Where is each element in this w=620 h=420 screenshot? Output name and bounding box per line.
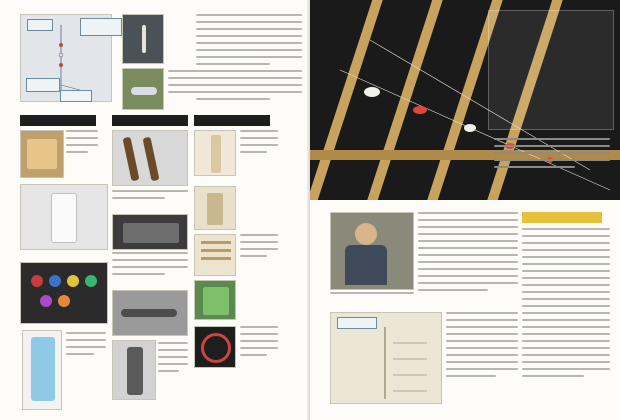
hero-photo-floats	[310, 0, 620, 200]
left-body-text	[196, 14, 302, 114]
caption-tubing-bundle	[240, 326, 278, 386]
photo-craftsman	[330, 212, 414, 290]
diagram-callout-box	[80, 18, 122, 36]
photo-sanding-block	[112, 214, 188, 250]
photo-green-packages	[194, 280, 236, 320]
photo-drill-stand	[112, 340, 156, 400]
caption-sanding-block	[112, 252, 188, 286]
photo-paint-bottles	[20, 262, 108, 324]
caption-drill-stand	[158, 342, 188, 392]
photo-tubing-bundle	[194, 326, 236, 368]
section-header-balanced-float	[522, 212, 602, 223]
photo-tube-material	[194, 186, 236, 230]
photo-float-in-water	[122, 14, 164, 64]
caption-tool-pad	[66, 130, 98, 170]
photo-reed-rods	[194, 234, 236, 276]
float-guide-chart	[331, 313, 442, 404]
right-body-text	[418, 212, 518, 302]
photo-float-guide	[330, 312, 442, 404]
photo-bottle	[22, 330, 62, 410]
photo-hand-drill	[112, 290, 188, 336]
section-header-tools	[20, 115, 96, 126]
caption-bottle	[66, 332, 106, 378]
caption-knives	[112, 190, 188, 210]
photo-tool-pad	[20, 130, 64, 178]
hero-title-block	[488, 10, 614, 130]
diagram-callout-box	[26, 78, 60, 92]
section-header-float-materials	[194, 115, 270, 126]
caption-craftsman	[330, 292, 414, 306]
caption-reed-rods	[240, 234, 278, 274]
float-guide-notes	[446, 312, 518, 402]
diagram-callout-box	[60, 90, 92, 102]
photo-float-sample	[122, 68, 164, 110]
diagram-label-tag	[27, 19, 53, 31]
hero-lead-text	[494, 138, 610, 190]
photo-bobbin	[194, 130, 236, 176]
right-page	[310, 0, 620, 420]
section-header-shaping-tools	[112, 115, 188, 126]
photo-knives	[112, 130, 188, 186]
caption-bobbin	[240, 130, 278, 176]
photo-white-paint	[20, 184, 108, 250]
right-column-text	[522, 228, 610, 406]
